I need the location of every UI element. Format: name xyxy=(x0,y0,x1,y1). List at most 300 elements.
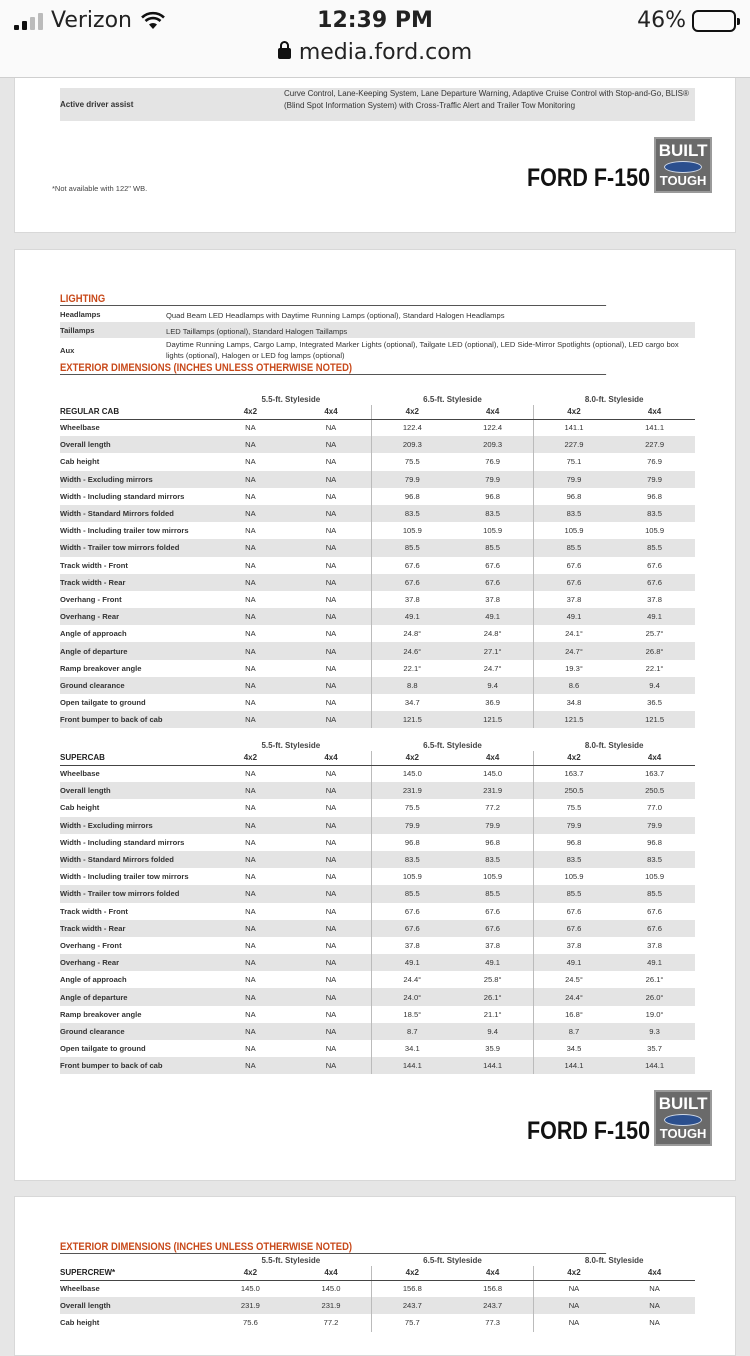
battery xyxy=(637,8,736,33)
drive-header: 4x2 xyxy=(372,1266,453,1280)
cell-value: NA xyxy=(325,698,337,708)
row-label: Width - Including standard mirrors xyxy=(60,491,185,501)
cell-value: 37.8 xyxy=(647,940,662,950)
table-row xyxy=(60,608,695,625)
cell-value: 24.1° xyxy=(533,625,614,642)
cell-value: NA xyxy=(210,954,291,971)
cell-value: 105.9 xyxy=(645,526,665,536)
ford-oval-icon xyxy=(664,161,702,173)
cell-value: NA xyxy=(533,1280,614,1297)
cell-value: 243.7 xyxy=(372,1297,453,1314)
table-row xyxy=(60,1280,695,1297)
cell-value: 67.6 xyxy=(533,574,614,591)
cell-value: NA xyxy=(325,906,337,916)
row-label: Width - Including standard mirrors xyxy=(60,837,185,847)
cell-value: NA xyxy=(291,851,372,868)
cell-value: 85.5 xyxy=(614,539,695,556)
cell-value: NA xyxy=(325,663,337,673)
battery-icon xyxy=(692,10,736,32)
bed-group-label: 8.0-ft. Styleside xyxy=(584,394,644,404)
cell-value: 145.0 xyxy=(372,765,453,782)
cell-value: 105.9 xyxy=(533,522,614,539)
table-row xyxy=(60,799,695,816)
cell-value: 67.6 xyxy=(452,574,533,591)
table-row xyxy=(60,660,695,677)
cell-value: 22.1° xyxy=(645,663,664,673)
cell-value: NA xyxy=(210,711,291,728)
cell-value: 83.5 xyxy=(372,851,453,868)
cell-value: NA xyxy=(210,817,291,834)
cell-value: NA xyxy=(325,872,337,882)
cell-value: 96.8 xyxy=(533,834,614,851)
ford-f150-logo xyxy=(507,137,712,193)
cell-value: 49.1 xyxy=(614,608,695,625)
cell-value: NA xyxy=(210,885,291,902)
row-label: Angle of approach xyxy=(60,975,127,985)
cell-value: 49.1 xyxy=(452,608,533,625)
table-row xyxy=(60,868,695,885)
cell-value: 24.6° xyxy=(372,642,453,659)
cell-value: 77.2 xyxy=(323,1318,339,1328)
cell-value: 34.1 xyxy=(372,1040,453,1057)
cell-value: NA xyxy=(210,608,291,625)
row-label: Wheelbase xyxy=(60,423,100,433)
table-row xyxy=(60,1023,695,1040)
cell-value: 67.6 xyxy=(485,560,501,570)
cell-value: 122.4 xyxy=(372,419,453,436)
pdf-page-3 xyxy=(14,1196,736,1356)
cell-value: 96.8 xyxy=(485,491,501,501)
cell-value: NA xyxy=(325,491,337,501)
row-label: Wheelbase xyxy=(60,769,100,779)
cell-value: 34.7 xyxy=(372,694,453,711)
cell-value: NA xyxy=(291,539,372,556)
cell-value: 24.4° xyxy=(533,988,614,1005)
row-label: Overall length xyxy=(60,436,210,453)
cell-value: 21.1° xyxy=(483,1009,502,1019)
cell-value: NA xyxy=(245,663,256,673)
table-row xyxy=(60,1006,695,1023)
cell-value: 19.0° xyxy=(645,1009,664,1019)
drive-header: 4x2 xyxy=(210,405,291,419)
cell-value: NA xyxy=(245,629,256,639)
cell-value: NA xyxy=(245,491,256,501)
row-label: Open tailgate to ground xyxy=(60,1044,146,1054)
lighting-row: Taillamps LED Taillamps (optional), Standard Halogen Taillamps xyxy=(60,322,695,338)
cell-value: 83.5 xyxy=(614,851,695,868)
cell-value: 8.7 xyxy=(372,1023,453,1040)
row-label: Angle of departure xyxy=(60,988,210,1005)
cell-value: NA xyxy=(291,885,372,902)
cell-value: 144.1 xyxy=(614,1057,695,1074)
cell-value: 67.6 xyxy=(533,920,614,937)
table-row xyxy=(60,557,695,574)
row-label: Width - Trailer tow mirrors folded xyxy=(60,539,210,556)
cell-value: NA xyxy=(291,817,372,834)
exterior-title: EXTERIOR DIMENSIONS (INCHES UNLESS OTHERWISE NOTED) xyxy=(60,362,606,375)
cell-value: 227.9 xyxy=(533,436,614,453)
cell-value: 49.1 xyxy=(372,954,453,971)
cell-value: 141.1 xyxy=(645,423,665,433)
cell-value: 67.6 xyxy=(452,920,533,937)
cell-value: 67.6 xyxy=(533,557,614,574)
cell-value: NA xyxy=(291,642,372,659)
address-bar[interactable] xyxy=(0,40,750,78)
cell-value: 121.5 xyxy=(614,711,695,728)
cell-value: 96.8 xyxy=(485,837,501,847)
cell-value: 67.6 xyxy=(647,560,662,570)
cell-value: NA xyxy=(210,436,291,453)
cell-value: NA xyxy=(210,539,291,556)
cell-value: 49.1 xyxy=(533,608,614,625)
cell-value: 22.1° xyxy=(372,660,453,677)
lighting-row: Aux Daytime Running Lamps, Cargo Lamp, Integrated Marker Lights (optional), Tailgate LED (optional), LED Side-Mirror Spotlights (optional), LED cargo box lights (optional), Halogen or LED fog lamps (optional) xyxy=(60,340,679,360)
cell-value: 96.8 xyxy=(647,491,662,501)
cell-value: 67.6 xyxy=(485,906,501,916)
cell-value: 18.5° xyxy=(372,1006,453,1023)
cell-value: 227.9 xyxy=(614,436,695,453)
cell-value: NA xyxy=(245,594,256,604)
table-row xyxy=(60,471,695,488)
table-row xyxy=(60,642,695,659)
cell-value: 76.9 xyxy=(485,457,501,467)
row-label: Track width - Rear xyxy=(60,574,210,591)
cell-value: NA xyxy=(291,677,372,694)
bed-group-label: 6.5-ft. Styleside xyxy=(423,740,482,750)
table-row xyxy=(60,765,695,782)
cell-value: NA xyxy=(291,988,372,1005)
cell-value: 105.9 xyxy=(533,868,614,885)
exterior-section-3 xyxy=(60,1241,695,1332)
table-row xyxy=(60,971,695,988)
cell-value: 79.9 xyxy=(372,471,453,488)
table-row xyxy=(60,488,695,505)
cell-value: NA xyxy=(325,629,337,639)
cell-value: NA xyxy=(291,920,372,937)
cell-value: NA xyxy=(245,872,256,882)
cell-value: NA xyxy=(245,803,256,813)
cell-value: 24.8° xyxy=(483,629,502,639)
cell-value: NA xyxy=(649,1318,660,1328)
carrier-name: Verizon xyxy=(51,8,132,33)
row-label: Width - Excluding mirrors xyxy=(60,471,210,488)
cell-value: 26.0° xyxy=(614,988,695,1005)
cell-value: 37.8 xyxy=(533,937,614,954)
table-row xyxy=(60,711,695,728)
cell-value: 85.5 xyxy=(614,885,695,902)
row-label: Track width - Front xyxy=(60,560,128,570)
lighting-row: Headlamps Quad Beam LED Headlamps with Daytime Running Lamps (optional), Standard Halogen Headlamps xyxy=(60,310,505,320)
cell-value: 9.4 xyxy=(452,1023,533,1040)
cell-value: 49.1 xyxy=(533,954,614,971)
cell-value: 77.3 xyxy=(485,1318,501,1328)
cell-value: NA xyxy=(325,457,337,467)
row-label: Width - Trailer tow mirrors folded xyxy=(60,885,210,902)
row-label: Width - Standard Mirrors folded xyxy=(60,851,210,868)
cell-value: 67.6 xyxy=(372,903,453,920)
row-label: Cab height xyxy=(60,457,100,467)
row-label: Overhang - Front xyxy=(60,940,122,950)
drive-header: 4x4 xyxy=(614,405,695,419)
cell-value: 79.9 xyxy=(533,817,614,834)
drive-header: 4x4 xyxy=(291,751,372,765)
row-label: Cab height xyxy=(60,803,100,813)
cell-value: 26.8° xyxy=(614,642,695,659)
row-label: Ground clearance xyxy=(60,677,210,694)
cell-value: NA xyxy=(245,940,256,950)
drive-header: 4x2 xyxy=(533,405,614,419)
cell-value: 209.3 xyxy=(452,436,533,453)
cell-value: NA xyxy=(245,769,256,779)
url-text[interactable]: media.ford.com xyxy=(298,40,473,65)
cell-value: 9.4 xyxy=(614,677,695,694)
table-row xyxy=(60,694,695,711)
table-row xyxy=(60,885,695,902)
cell-value: 231.9 xyxy=(210,1297,291,1314)
cell-value: NA xyxy=(325,1009,337,1019)
cell-value: 27.1° xyxy=(452,642,533,659)
table-row xyxy=(60,591,695,608)
table-row xyxy=(60,1297,695,1314)
cell-value: NA xyxy=(291,782,372,799)
cell-value: 79.9 xyxy=(614,817,695,834)
cell-value: NA xyxy=(210,677,291,694)
regular-cab-table-wrap xyxy=(60,393,695,728)
cell-value: 25.7° xyxy=(645,629,664,639)
table-row xyxy=(60,817,695,834)
cell-value: 85.5 xyxy=(452,885,533,902)
cell-value: 75.5 xyxy=(372,453,453,470)
table-row xyxy=(60,1040,695,1057)
cell-value: 24.7° xyxy=(483,663,502,673)
cell-value: 96.8 xyxy=(533,488,614,505)
cell-value: NA xyxy=(210,505,291,522)
row-label: Width - Excluding mirrors xyxy=(60,817,210,834)
cell-value: NA xyxy=(325,837,337,847)
ford-oval-icon xyxy=(664,1114,702,1126)
bed-group-label: 5.5-ft. Styleside xyxy=(261,1255,321,1265)
row-label: Wheelbase xyxy=(60,1284,100,1294)
row-label: Angle of departure xyxy=(60,642,210,659)
footnote: *Not available with 122" WB. xyxy=(52,184,148,193)
cell-value: 96.8 xyxy=(372,488,453,505)
cell-value: 26.1° xyxy=(452,988,533,1005)
cell-value: 37.8 xyxy=(533,591,614,608)
cell-value: 122.4 xyxy=(483,423,503,433)
cell-value: NA xyxy=(245,457,256,467)
drive-header: 4x2 xyxy=(210,751,291,765)
cell-value: 67.6 xyxy=(533,903,614,920)
cell-value: NA xyxy=(614,1297,695,1314)
drive-header: 4x4 xyxy=(452,405,533,419)
cell-value: NA xyxy=(245,906,256,916)
cell-value: 49.1 xyxy=(452,954,533,971)
cell-value: NA xyxy=(245,526,256,536)
cab-title: REGULAR CAB xyxy=(60,405,210,419)
cell-value: 79.9 xyxy=(533,471,614,488)
table-row xyxy=(60,782,695,799)
table-row xyxy=(60,954,695,971)
cell-value: 145.0 xyxy=(321,1284,341,1294)
cell-value: NA xyxy=(325,1044,337,1054)
pdf-page-2 xyxy=(14,249,736,1181)
row-label: Front bumper to back of cab xyxy=(60,1057,210,1074)
cell-value: NA xyxy=(210,920,291,937)
cell-value: 9.3 xyxy=(614,1023,695,1040)
cell-value: 24.4° xyxy=(372,971,453,988)
cell-value: 83.5 xyxy=(372,505,453,522)
cell-value: 96.8 xyxy=(372,834,453,851)
lock-icon xyxy=(278,48,291,59)
ford-f150-logo xyxy=(507,1090,712,1146)
cell-value: NA xyxy=(291,1023,372,1040)
cell-value: NA xyxy=(210,471,291,488)
cell-value: NA xyxy=(649,1284,660,1294)
cell-value: NA xyxy=(245,975,256,985)
drive-header: 4x4 xyxy=(291,405,372,419)
cell-value: NA xyxy=(325,803,337,813)
cell-value: 67.6 xyxy=(614,920,695,937)
cell-value: NA xyxy=(245,1009,256,1019)
cell-value: 25.8° xyxy=(483,975,502,985)
cell-value: 144.1 xyxy=(372,1057,453,1074)
cell-value: 163.7 xyxy=(645,769,665,779)
row-label: Track width - Front xyxy=(60,906,128,916)
cell-value: 67.6 xyxy=(372,574,453,591)
cell-value: 37.8 xyxy=(647,594,662,604)
cell-value: 67.6 xyxy=(372,920,453,937)
cell-value: 9.4 xyxy=(452,677,533,694)
cell-value: 76.9 xyxy=(647,457,662,467)
cell-value: NA xyxy=(210,574,291,591)
row-label: Overhang - Front xyxy=(60,594,122,604)
cab-title: SUPERCAB xyxy=(60,751,210,765)
cell-value: NA xyxy=(533,1297,614,1314)
row-label: Open tailgate to ground xyxy=(60,698,146,708)
table-row xyxy=(60,505,695,522)
cell-value: 156.8 xyxy=(372,1280,453,1297)
cell-value: 37.8 xyxy=(372,591,453,608)
cell-value: 85.5 xyxy=(452,539,533,556)
cell-value: 75.7 xyxy=(372,1314,453,1331)
cell-value: 37.8 xyxy=(372,937,453,954)
cell-value: 83.5 xyxy=(614,505,695,522)
cell-value: NA xyxy=(325,594,337,604)
cell-value: NA xyxy=(325,560,337,570)
cell-value: 35.7 xyxy=(647,1044,662,1054)
cell-value: NA xyxy=(210,988,291,1005)
row-label: Overall length xyxy=(60,782,210,799)
cell-value: 77.2 xyxy=(485,803,501,813)
cell-value: 105.9 xyxy=(483,872,503,882)
cell-value: 34.5 xyxy=(533,1040,614,1057)
row-label: Width - Including trailer tow mirrors xyxy=(60,872,189,882)
cell-value: 35.9 xyxy=(485,1044,501,1054)
status-bar xyxy=(0,0,750,40)
battery-percent: 46% xyxy=(637,8,686,33)
cell-value: NA xyxy=(291,954,372,971)
cell-value: 250.5 xyxy=(614,782,695,799)
cell-value: 24.0° xyxy=(372,988,453,1005)
table-row xyxy=(60,903,695,920)
model-name: FORD F-150 xyxy=(527,164,651,192)
cell-value: 77.0 xyxy=(647,803,662,813)
table-row xyxy=(60,1314,695,1331)
cell-value: NA xyxy=(325,975,337,985)
cell-value: 75.5 xyxy=(372,799,453,816)
cell-value: 85.5 xyxy=(372,539,453,556)
cell-value: 8.6 xyxy=(533,677,614,694)
cell-value: NA xyxy=(291,574,372,591)
cell-value: NA xyxy=(325,423,337,433)
cell-value: 34.8 xyxy=(533,694,614,711)
cell-value: 75.1 xyxy=(533,453,614,470)
bed-group-label: 5.5-ft. Styleside xyxy=(261,394,321,404)
cell-value: NA xyxy=(325,940,337,950)
bed-group-label: 6.5-ft. Styleside xyxy=(423,394,482,404)
cell-value: 83.5 xyxy=(533,505,614,522)
cell-value: 49.1 xyxy=(614,954,695,971)
row-label: Track width - Rear xyxy=(60,920,210,937)
cell-value: NA xyxy=(291,1057,372,1074)
clock: 12:39 PM xyxy=(317,8,433,33)
table-row xyxy=(60,574,695,591)
cell-value: NA xyxy=(291,505,372,522)
row-label: Overall length xyxy=(60,1297,210,1314)
table-row xyxy=(60,453,695,470)
model-name: FORD F-150 xyxy=(527,1117,651,1145)
cell-value: 105.9 xyxy=(372,868,453,885)
driver-assist-row xyxy=(60,88,695,121)
regular-cab-table xyxy=(60,393,695,728)
cell-value: 49.1 xyxy=(372,608,453,625)
cell-value: 67.6 xyxy=(372,557,453,574)
cell-value: NA xyxy=(245,837,256,847)
cell-value: 144.1 xyxy=(452,1057,533,1074)
cell-value: 36.5 xyxy=(647,698,662,708)
cell-value: 83.5 xyxy=(452,505,533,522)
lighting-section xyxy=(60,293,695,375)
bed-group-label: 6.5-ft. Styleside xyxy=(423,1255,482,1265)
cell-value: NA xyxy=(245,423,256,433)
row-label: Front bumper to back of cab xyxy=(60,711,210,728)
table-row xyxy=(60,988,695,1005)
drive-header: 4x4 xyxy=(291,1266,372,1280)
table-row xyxy=(60,1057,695,1074)
cell-value: 8.8 xyxy=(372,677,453,694)
cell-value: 37.8 xyxy=(485,940,501,950)
row-label: Ground clearance xyxy=(60,1023,210,1040)
cell-value: NA xyxy=(291,711,372,728)
cell-value: 67.6 xyxy=(647,906,662,916)
row-label: Angle of approach xyxy=(60,629,127,639)
cell-value: 144.1 xyxy=(533,1057,614,1074)
row-label: Overhang - Rear xyxy=(60,608,210,625)
row-label: Ramp breakover angle xyxy=(60,1009,142,1019)
lighting-title: LIGHTING xyxy=(60,293,606,306)
cell-value: 141.1 xyxy=(533,419,614,436)
exterior-title: EXTERIOR DIMENSIONS (INCHES UNLESS OTHERWISE NOTED) xyxy=(60,1241,606,1254)
cab-title: SUPERCREW* xyxy=(60,1266,210,1280)
cell-value: 24.5° xyxy=(533,971,614,988)
cell-value: 79.9 xyxy=(614,471,695,488)
drive-header: 4x4 xyxy=(452,751,533,765)
cell-value: 83.5 xyxy=(533,851,614,868)
drive-header: 4x4 xyxy=(452,1266,533,1280)
cell-value: 75.5 xyxy=(533,799,614,816)
cell-value: NA xyxy=(210,851,291,868)
bed-group-label: 8.0-ft. Styleside xyxy=(584,1255,644,1265)
